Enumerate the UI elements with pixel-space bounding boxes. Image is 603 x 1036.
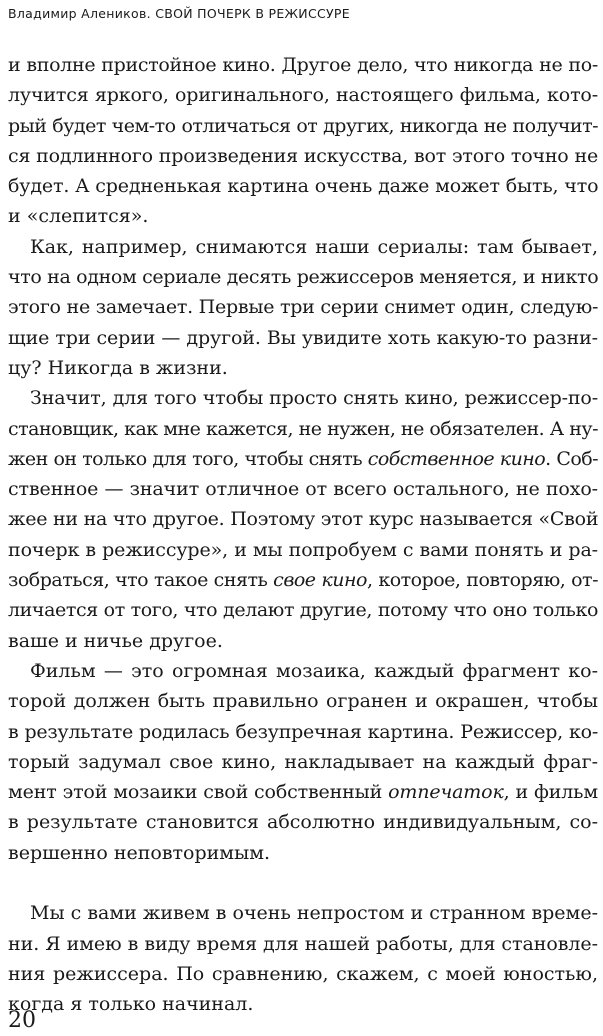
text-line: цу? Никогда в жизни. — [8, 356, 228, 379]
text-line: торой должен быть правильно огранен и окрашен, чтобы — [8, 690, 598, 713]
text-line: почерк в режиссуре», и мы попробуем с вами понять и ра- — [8, 538, 598, 561]
text-span: зобраться, что такое снять — [8, 569, 274, 592]
text-line: Фильм — это огромная мозаика, каждый фрагмент ко- — [30, 659, 598, 682]
text-span: , которое, повторяю, от- — [366, 569, 598, 592]
text-line: что на одном сериале десять режиссеров меняется, и никто — [8, 266, 599, 289]
text-span: , и фильм — [503, 781, 598, 804]
text-span: мент этой мозаики свой собственный — [8, 781, 389, 804]
text-line: торый задумал свое кино, накладывает на каждый фраг- — [8, 750, 598, 773]
italic-emphasis: собственное кино — [367, 447, 546, 470]
text-line: становщик, как мне кажется, не нужен, не обязателен. А ну- — [8, 417, 598, 440]
text-line: ваше и ничье другое. — [8, 629, 223, 652]
text-line: личается от того, что делают другие, потому что оно только — [8, 599, 598, 622]
text-line: ся подлинного произведения искусства, вот этого точно не — [8, 144, 598, 167]
text-line: и «слепится». — [8, 205, 149, 228]
section-break — [8, 868, 598, 898]
text-line: этого не замечает. Первые три серии снимет один, следую- — [8, 296, 599, 319]
running-head: Владимир Алеников. СВОЙ ПОЧЕРК В РЕЖИССУРЕ — [8, 6, 350, 21]
text-line: жее ни на что другое. Поэтому этот курс называется «Свой — [8, 508, 599, 531]
text-line: Значит, для того чтобы просто снять кино, режиссер-по- — [30, 387, 598, 410]
italic-emphasis: отпечаток — [388, 781, 504, 804]
text-line — [8, 565, 598, 595]
text-line: лучится яркого, оригинального, настоящего фильма, кото- — [8, 84, 598, 107]
text-span: жен он только для того, чтобы снять — [8, 447, 368, 470]
text-line: ственное — значит отличное от всего остального, не похо- — [8, 478, 598, 501]
text-line: ния режиссера. По сравнению, скажем, с моей юностью, — [8, 962, 598, 985]
text-line — [8, 444, 598, 474]
italic-emphasis: свое кино — [273, 569, 367, 592]
text-line: и вполне пристойное кино. Другое дело, что никогда не по- — [8, 54, 598, 76]
text-line — [8, 777, 598, 807]
text-line: будет. А средненькая картина очень даже может быть, что — [8, 175, 599, 198]
text-line: вершенно неповторимым. — [8, 841, 271, 864]
text-line: в результате становится абсолютно индивидуальным, со- — [8, 811, 598, 834]
page-number: 20 — [8, 1008, 36, 1033]
text-line: щие три серии — другой. Вы увидите хоть какую-то разни- — [8, 326, 598, 349]
text-line: ни. Я имею в виду время для нашей работы, для становле- — [8, 932, 598, 955]
text-line: рый будет чем-то отличаться от других, никогда не получит- — [8, 114, 598, 137]
text-line: Как, например, снимаются наши сериалы: там бывает, — [30, 235, 598, 258]
text-span: . Соб- — [545, 447, 598, 470]
text-line: в результате родилась безупречная картина. Режиссер, ко- — [8, 720, 598, 743]
text-line: Мы с вами живем в очень непростом и странном време- — [30, 902, 598, 925]
text-line: когда я только начинал. — [8, 993, 254, 1016]
body-text — [8, 50, 598, 1020]
